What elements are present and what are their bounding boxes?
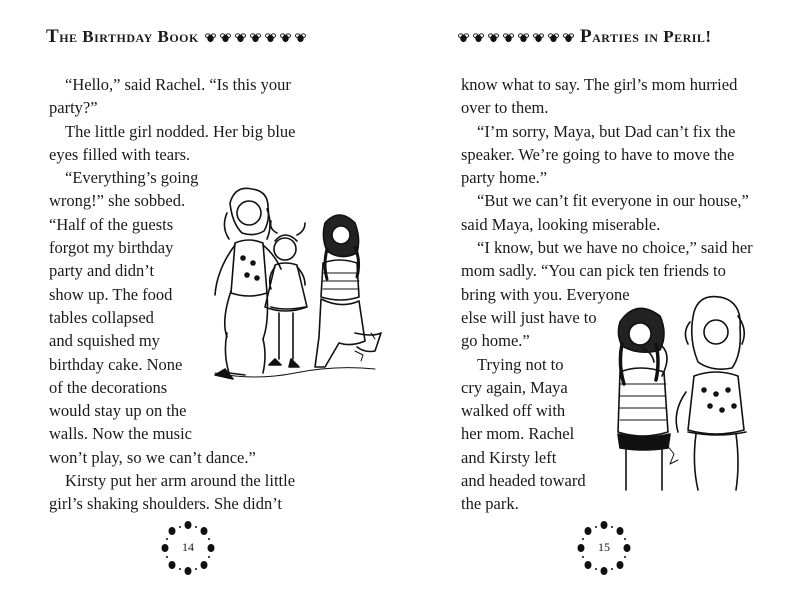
text-line: Kirsty put her arm around the little [65,471,296,491]
text-line: know what to say. The girl’s mom hurried [461,75,738,94]
firefly-bug-icon [280,32,291,43]
text-line: speaker. We’re going to have to move the [461,144,735,164]
text-line: Trying not to [477,354,564,374]
text-line: “I know, but we have no choice,” said her [477,238,753,258]
text-line: “But we can’t fit everyone in our house,” [477,191,749,211]
text-line: “Everything’s going [65,168,199,188]
three-girls-illustration [205,183,385,393]
text-line: eyes filled with tears. [49,144,191,164]
text-line: tables collapsed [49,307,154,327]
firefly-bug-icon [488,32,499,43]
text-line: won’t play, so we can’t dance.” [49,447,256,467]
right-running-header [452,22,712,52]
text-line: and headed toward [461,471,586,491]
text-line: party?” [49,98,98,118]
firefly-bug-icon [503,32,514,43]
text-line: her mom. Rachel [461,424,575,444]
text-line: “I’m sorry, Maya, but Dad can’t fix the [477,121,736,141]
left-page-number-ornament [158,518,218,578]
text-line: go home.” [461,331,530,351]
text-line: show up. The food [49,284,173,304]
text-line: and squished my [49,331,160,351]
text-line: walked off with [461,401,566,421]
text-line: wrong!” she sobbed. [49,191,186,211]
firefly-bug-icon [220,32,231,43]
right-page-number-ornament [574,518,634,578]
firefly-bug-icon [265,32,276,43]
header-bug-ornament-right [458,32,574,43]
text-line: else will just have to [461,307,597,327]
text-line: bring with you. Everyone [461,284,630,304]
firefly-bug-icon [205,32,216,43]
firefly-bug-icon [563,32,574,43]
text-line: and Kirsty left [461,447,557,467]
firefly-bug-icon [235,32,246,43]
header-bug-ornament-left [205,32,306,43]
text-line: cry again, Maya [461,377,568,397]
firefly-bug-icon [458,32,469,43]
text-line: birthday cake. None [49,354,183,374]
left-header-title: The Birthday Book [46,26,199,47]
text-line: party and didn’t [49,261,155,281]
text-line: would stay up on the [49,401,187,421]
firefly-bug-icon [533,32,544,43]
text-line: party home.” [461,168,548,188]
firefly-bug-icon [250,32,261,43]
text-line: “Half of the guests [49,214,174,234]
right-header-title: Parties in Peril! [580,26,712,47]
left-page-number: 14 [182,540,194,554]
text-line: of the decorations [49,377,168,397]
left-running-header [46,22,312,52]
firefly-bug-icon [295,32,306,43]
right-page [400,0,800,592]
text-line: over to them. [461,98,549,118]
two-girls-illustration [606,292,766,492]
firefly-bug-icon [518,32,529,43]
right-page-number: 15 [598,540,610,554]
text-line: The little girl nodded. Her big blue [65,121,296,141]
text-line: “Hello,” said Rachel. “Is this your [65,75,291,94]
text-line: girl’s shaking shoulders. She didn’t [49,494,282,514]
firefly-bug-icon [548,32,559,43]
text-line: forgot my birthday [49,238,174,258]
text-line: walls. Now the music [49,424,192,444]
firefly-bug-icon [473,32,484,43]
text-line: mom sadly. “You can pick ten friends to [461,261,726,281]
text-line: the park. [461,494,519,514]
text-line: said Maya, looking miserable. [461,214,661,234]
